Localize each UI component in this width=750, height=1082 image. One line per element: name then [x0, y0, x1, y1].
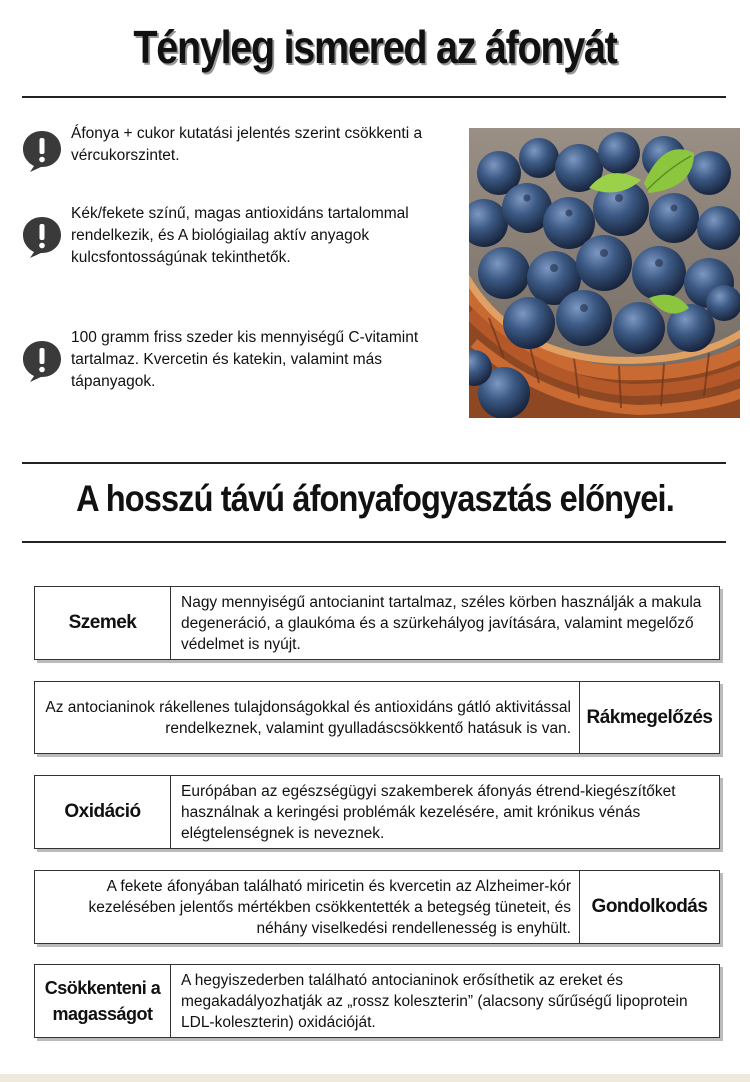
benefit-text: A fekete áfonyában található miricetin és kvercetin az Alzheimer-kór kezelésében jelentős mértékben csökkentették a betegség tüneteit, és néhány viselkedési rendellenesség is enyhült.: [88, 877, 571, 937]
benefit-text: Nagy mennyiségű antocianint tartalmaz, széles körben használják a makula degeneráció, a glaukóma és a szürkehályog javítására, valamint megelőző védelmet is nyújt.: [181, 593, 702, 653]
benefit-row: [34, 586, 720, 660]
exclamation-bubble-icon: [22, 215, 62, 259]
benefit-row: [34, 870, 720, 944]
benefit-label: Rákmegelőzés: [579, 682, 719, 753]
fact-text: Áfonya + cukor kutatási jelentés szerint csökkenti a vércukorszintet.: [71, 125, 423, 164]
benefit-label: Csökkenteni a magasságot: [35, 965, 171, 1037]
benefit-row: [34, 681, 720, 754]
benefit-row: [34, 964, 720, 1038]
benefit-text: A hegyiszederben található antocianinok erősíthetik az ereket és megakadályozhatják az „rossz koleszterin” (alacsony sűrűségű lipoprotein LDL-koleszterin) oxidációját.: [181, 971, 688, 1031]
divider: [22, 462, 726, 464]
exclamation-bubble-icon: [22, 339, 62, 383]
bottom-strip: [0, 1074, 750, 1082]
benefit-row: [34, 775, 720, 849]
benefit-label: Oxidáció: [35, 776, 171, 848]
benefit-text: Európában az egészségügyi szakemberek áfonyás étrend-kiegészítőket használnak a keringési problémák kezelésére, amit krónikus vénás elégtelenségnek is neveznek.: [181, 782, 676, 842]
section-title: A hosszú távú áfonyafogyasztás előnyei.: [76, 478, 674, 519]
exclamation-bubble-icon: [22, 129, 62, 173]
divider: [22, 96, 726, 98]
benefit-label: Gondolkodás: [579, 871, 719, 943]
fact-text: 100 gramm friss szeder kis mennyiségű C-vitamint tartalmaz. Kvercetin és katekin, valamint más tápanyagok.: [71, 329, 419, 390]
page-title: Tényleg ismered az áfonyát: [133, 21, 617, 73]
benefit-text: Az antocianinok rákellenes tulajdonságokkal és antioxidáns gátló aktivitással rendelkeznek, valamint gyulladáscsökkentő hatásuk is van.: [45, 698, 571, 737]
benefit-label: Szemek: [35, 587, 171, 659]
blueberry-basket-photo: [469, 128, 740, 418]
divider: [22, 541, 726, 543]
fact-text: Kék/fekete színű, magas antioxidáns tartalommal rendelkezik, és A biológiailag aktív anyagok kulcsfontosságúnak tekinthetők.: [71, 205, 409, 266]
